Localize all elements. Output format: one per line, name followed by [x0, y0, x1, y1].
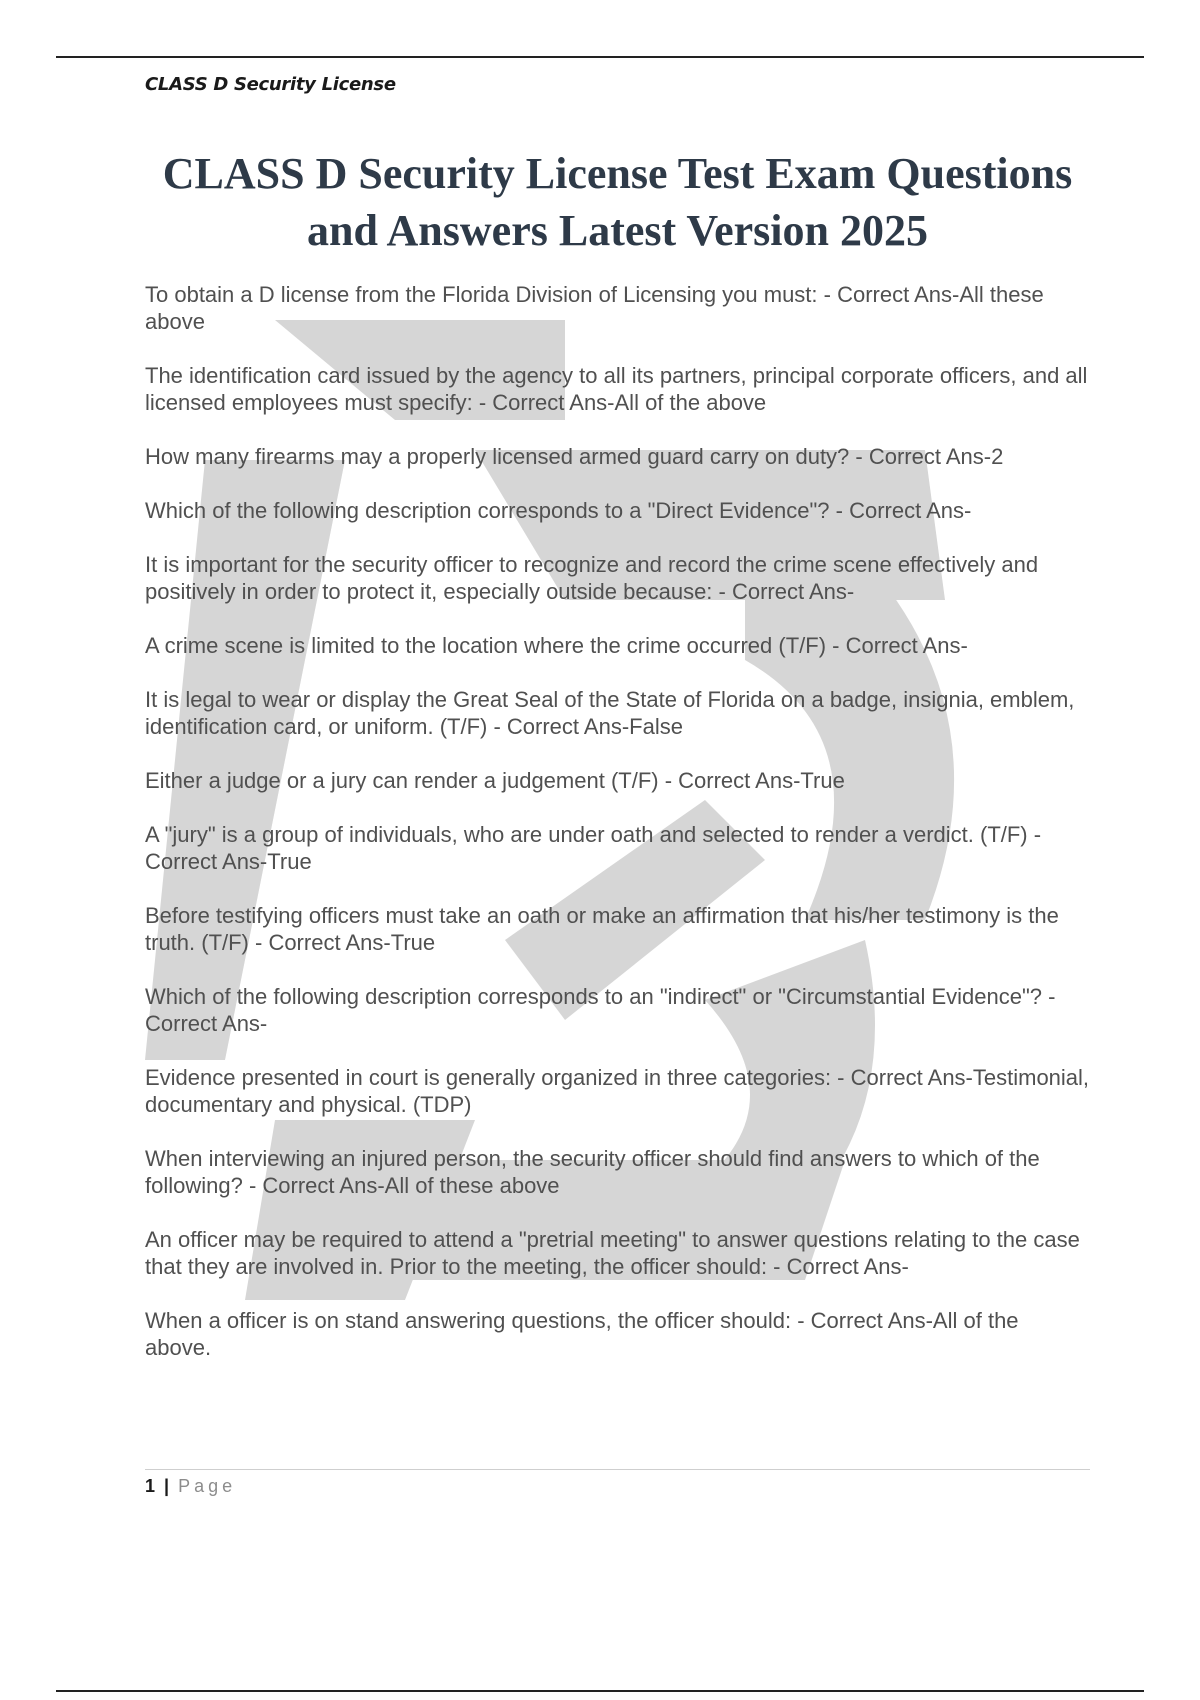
qa-item: The identification card issued by the agency to all its partners, principal corporate officers, and all licensed employees must specify: - Correct Ans-All of the above [145, 363, 1088, 415]
bottom-rule [56, 1690, 1144, 1692]
qa-item: An officer may be required to attend a "pretrial meeting" to answer questions relating to the case that they are involved in. Prior to the meeting, the officer should: - Correct Ans- [145, 1227, 1080, 1279]
qa-item: A "jury" is a group of individuals, who are under oath and selected to render a verdict. (T/F) - Correct Ans-True [145, 822, 1042, 874]
qa-item: A crime scene is limited to the location where the crime occurred (T/F) - Correct Ans- [145, 633, 968, 658]
qa-item: When interviewing an injured person, the security officer should find answers to which of the following? - Correct Ans-All of these above [145, 1146, 1040, 1198]
running-header: CLASS D Security License [145, 74, 396, 95]
qa-item: Which of the following description corresponds to a "Direct Evidence"? - Correct Ans- [145, 498, 972, 523]
document-body [145, 145, 1090, 1388]
qa-item: Evidence presented in court is generally organized in three categories: - Correct Ans-Testimonial, documentary and physical. (TDP) [145, 1065, 1090, 1117]
qa-item: It is important for the security officer to recognize and record the crime scene effectively and positively in order to protect it, especially outside because: - Correct Ans- [145, 552, 1039, 604]
qa-item: It is legal to wear or display the Great Seal of the State of Florida on a badge, insignia, emblem, identification card, or uniform. (T/F) - Correct Ans-False [145, 687, 1075, 739]
qa-item: When a officer is on stand answering questions, the officer should: - Correct Ans-All of the above. [145, 1308, 1019, 1360]
qa-item: How many firearms may a properly licensed armed guard carry on duty? - Correct Ans-2 [145, 444, 1004, 469]
page-number: 1 [145, 1476, 156, 1496]
qa-item: Before testifying officers must take an oath or make an affirmation that his/her testimony is the truth. (T/F) - Correct Ans-True [145, 903, 1059, 955]
top-rule [56, 56, 1144, 58]
qa-item: To obtain a D license from the Florida Division of Licensing you must: - Correct Ans-All these above [145, 282, 1044, 334]
page-label: Page [178, 1476, 237, 1496]
qa-item: Which of the following description corresponds to an "indirect" or "Circumstantial Evidence"? - Correct Ans- [145, 984, 1056, 1036]
page-footer [145, 1469, 1090, 1497]
page-separator: | [164, 1476, 170, 1496]
document-title: CLASS D Security License Test Exam Questions and Answers Latest Version 2025 [162, 149, 1073, 255]
qa-item: Either a judge or a jury can render a judgement (T/F) - Correct Ans-True [145, 768, 845, 793]
